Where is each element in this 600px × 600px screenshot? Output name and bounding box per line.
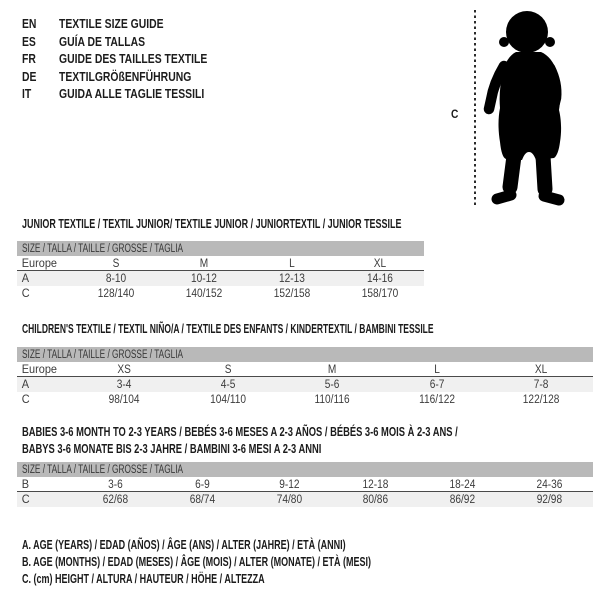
row-label: A (21, 378, 30, 391)
language-header (22, 15, 244, 103)
size-cell: 68/74 (189, 493, 215, 506)
language-row (22, 68, 244, 86)
size-cell: S (224, 363, 232, 376)
babies-size-table (17, 462, 593, 507)
size-header-label: SIZE / TALLA / TAILLE / GRÖSSE / TAGLIA (22, 463, 184, 476)
size-cell: 152/158 (273, 287, 311, 300)
size-cell: 24-36 (536, 478, 563, 491)
size-header-band (17, 347, 593, 362)
row-label: B (21, 478, 30, 491)
size-header-band (17, 241, 424, 256)
size-cell: 140/152 (185, 287, 223, 300)
size-cell: 74/80 (276, 493, 302, 506)
table-row (17, 492, 593, 507)
row-label: Europe (21, 363, 57, 376)
children-size-table (17, 347, 593, 407)
size-header-label: SIZE / TALLA / TAILLE / GRÖSSE / TAGLIA (22, 348, 184, 361)
language-title: TEXTILGRÖßENFÜHRUNG (59, 68, 192, 84)
size-header-label: SIZE / TALLA / TAILLE / GRÖSSE / TAGLIA (22, 242, 184, 255)
language-row (22, 33, 244, 51)
size-cell: 12-13 (279, 272, 305, 285)
table-row (17, 271, 424, 286)
language-title: TEXTILE SIZE GUIDE (59, 16, 164, 32)
row-label: C (21, 287, 30, 300)
size-cell: XL (534, 363, 548, 376)
size-cell: 98/104 (108, 393, 140, 406)
size-header-band (17, 462, 593, 477)
size-cell: 6-7 (429, 378, 445, 391)
size-cell: 86/92 (450, 493, 476, 506)
size-cell: 8-10 (105, 272, 127, 285)
size-cell: XL (373, 257, 387, 270)
table-row (17, 362, 593, 377)
table-row (17, 286, 424, 301)
size-cell: S (112, 257, 120, 270)
row-label: C (21, 393, 30, 406)
row-label: C (21, 493, 30, 506)
language-row (22, 15, 244, 33)
language-code: DE (22, 68, 37, 84)
height-dashed-line (474, 10, 476, 207)
size-cell: 4-5 (220, 378, 236, 391)
size-cell: XS (117, 363, 131, 376)
size-cell: L (289, 257, 295, 270)
size-cell: 5-6 (325, 378, 340, 391)
footnote-c: C. (cm) HEIGHT / ALTURA / HAUTEUR / HÖHE / ALTEZZA (22, 572, 265, 586)
language-code: FR (22, 51, 36, 67)
size-cell: 10-12 (191, 272, 217, 285)
size-cell: 12-18 (362, 478, 389, 491)
table-row (17, 377, 593, 392)
row-label: A (21, 272, 30, 285)
language-code: EN (22, 16, 37, 32)
language-row (22, 85, 244, 103)
size-cell: M (328, 363, 337, 376)
footnote-b: B. AGE (MONTHS) / EDAD (MESES) / ÂGE (MOIS) / ALTER (MONATE) / ETÀ (MESI) (22, 555, 371, 569)
size-cell: 158/170 (361, 287, 399, 300)
babies-table-title-line1: BABIES 3-6 MONTH TO 2-3 YEARS / BEBÉS 3-6 MESES A 2-3 AÑOS / BÉBÉS 3-6 MOIS À 2-3 ANS / (22, 424, 458, 439)
size-cell: 92/98 (536, 493, 563, 506)
table-row (17, 392, 593, 407)
size-cell: 9-12 (278, 478, 300, 491)
language-title: GUÍA DE TALLAS (59, 33, 146, 49)
junior-size-table (17, 241, 424, 301)
table-row (17, 477, 593, 492)
footnotes (22, 537, 507, 588)
size-cell: 122/128 (522, 393, 560, 406)
footnote-a: A. AGE (YEARS) / EDAD (AÑOS) / ÂGE (ANS) / ALTER (JAHRE) / ETÀ (ANNI) (22, 538, 346, 552)
size-cell: 110/116 (314, 393, 351, 406)
language-title: GUIDA ALLE TAGLIE TESSILI (59, 86, 205, 102)
size-cell: 7-8 (533, 378, 549, 391)
size-cell: 18-24 (449, 478, 476, 491)
babies-table-title-line2: BABYS 3-6 MONATE BIS 2-3 JAHRE / BAMBINI 3-6 MESI A 2-3 ANNI (22, 441, 322, 456)
size-cell: 104/110 (210, 393, 247, 406)
size-cell: 80/86 (363, 493, 389, 506)
size-cell: 6-9 (194, 478, 210, 491)
language-title: GUIDE DES TAILLES TEXTILE (59, 51, 208, 67)
junior-table-title: JUNIOR TEXTILE / TEXTIL JUNIOR/ TEXTILE JUNIOR / JUNIORTEXTIL / JUNIOR TESSILE (22, 216, 402, 231)
language-code: ES (22, 33, 36, 49)
size-cell: 14-16 (367, 272, 393, 285)
children-table-title: CHILDREN'S TEXTILE / TEXTIL NIÑO/A / TEXTILE DES ENFANTS / KINDERTEXTIL / BAMBINI TESSILE (22, 321, 434, 336)
table-row (17, 256, 424, 271)
size-cell: M (199, 257, 209, 270)
size-cell: 116/122 (418, 393, 455, 406)
height-marker-label: C (451, 107, 459, 121)
language-row (22, 50, 244, 68)
row-label: Europe (21, 257, 57, 270)
size-cell: 128/140 (97, 287, 135, 300)
language-code: IT (22, 86, 32, 102)
size-cell: 62/68 (102, 493, 129, 506)
size-cell: L (433, 363, 440, 376)
toddler-silhouette-icon (483, 6, 595, 212)
size-cell: 3-6 (108, 478, 123, 491)
size-cell: 3-4 (116, 378, 132, 391)
